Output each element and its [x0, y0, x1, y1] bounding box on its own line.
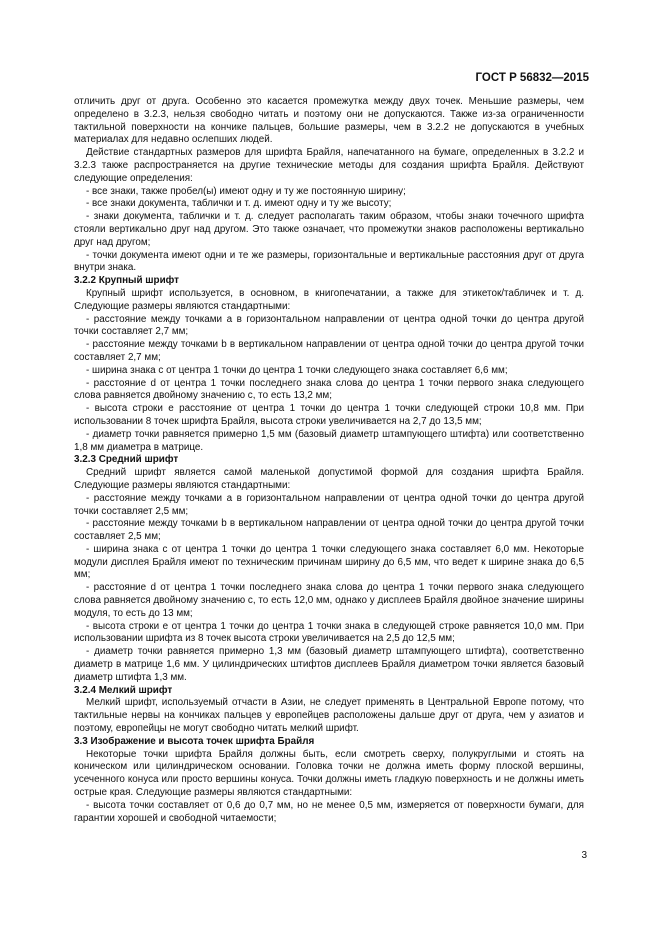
list-item: - ширина знака с от центра 1 точки до центра 1 точки следующего знака составляет 6,0 мм. Некоторые модули дисплея Брайля имеют по техническим причинам ширину до 6,5 мм, что ведет к ширине знака до 6,5 мм; [74, 543, 584, 581]
page-number: 3 [581, 850, 587, 861]
list-item: - диаметр точки равняется примерно 1,3 мм (базовый диаметр штампующего штифта), соответственно диаметр в матрице 1,6 мм. У цилиндрических штифтов дисплеев Брайля диаметром точки является базовый диаметр штифта 1,3 мм. [74, 646, 584, 683]
list-item: - ширина знака с от центра 1 точки до центра 1 точки следующего знака составляет 6,6 мм; [86, 364, 508, 376]
paragraph: Некоторые точки шрифта Брайля должны быть, если смотреть сверху, полукруглыми и стоять на коническом или цилиндрическом основании. Головка точки не должна иметь форму плоской вершины, усеченного конуса или просто вершины конуса. Точки должны иметь гладкую поверхность и не должны иметь острые края. Следующие размеры являются стандартными: [74, 748, 584, 799]
list-item: - точки документа имеют одни и те же размеры, горизонтальные и вертикальные расстояния друг от друга внутри знака. [74, 249, 584, 274]
paragraph: Мелкий шрифт, используемый отчасти в Азии, не следует применять в Центральной Европе потому, что тактильные нервы на кончиках пальцев у европейцев расположены дальше друг от друга, чем у азиатов и поэтому, европейцы не могут свободно читать мелкий шрифт. [74, 697, 584, 735]
paragraph: отличить друг от друга. Особенно это касается промежутка между двух точек. Меньшие размеры, чем определено в 3.2.3, нельзя свободно читать и поэтому они не допускаются. Также из-за ограниченности тактильной поверхности на кончике пальцев, большие размеры, чем в 3.2.2 не допускаются в учебных материалах для недавно ослепших людей. [74, 96, 584, 146]
section-heading: 3.2.4 Мелкий шрифт [74, 684, 173, 696]
list-item: - высота строки е от центра 1 точки до центра 1 точки знака в следующей строке равняется 10,0 мм. При использовании шрифта из 8 точек высота строки увеличивается на 2,5 до 12,5 мм; [74, 620, 584, 645]
list-item: - высота точки составляет от 0,6 до 0,7 мм, но не менее 0,5 мм, измеряется от поверхности бумаги, для гарантии хорошей и свободной читаемости; [74, 799, 584, 824]
section-heading: 3.2.3 Средний шрифт [74, 454, 179, 466]
paragraph: Средний шрифт является самой маленькой допустимой формой для создания шрифта Брайля. Следующие размеры являются стандартными: [74, 467, 584, 491]
list-item: - расстояние между точками а в горизонтальном направлении от центра одной точки до центра другой точки составляет 2,7 мм; [74, 313, 584, 338]
list-item: - расстояние d от центра 1 точки последнего знака слова до центра 1 точки первого знака следующего слова равняется двойному значению с, то есть 12,0 мм, однако у дисплеев Брайля двойное значение ширины модуля, то есть до 13 мм; [74, 582, 584, 619]
list-item: - расстояние между точками b в вертикальном направлении от центра одной точки до центра другой точки составляет 2,5 мм; [74, 518, 584, 543]
document-header: ГОСТ Р 56832—2015 [475, 72, 589, 84]
paragraph: Действие стандартных размеров для шрифта Брайля, напечатанного на бумаге, определенных в 3.2.2 и 3.2.3 также распространяется на другие технические методы для создания шрифта Брайля. Действуют следующие определения: [74, 147, 584, 184]
list-item: - все знаки документа, таблички и т. д. имеют одну и ту же высоту; [86, 198, 392, 210]
list-item: - расстояние между точками а в горизонтальном направлении от центра одной точки до центра другой точки составляет 2,5 мм; [74, 492, 584, 517]
list-item: - высота строки е расстояние от центра 1 точки до центра 1 точки следующей строки 10,8 мм. При использовании 8 точек шрифта Брайля, высота строки увеличивается на 2,7 до 13,5 мм; [74, 403, 584, 427]
list-item: - все знаки, также пробел(ы) имеют одну и ту же постоянную ширину; [86, 185, 406, 197]
section-heading: 3.2.2 Крупный шрифт [74, 275, 179, 287]
list-item: - расстояние d от центра 1 точки последнего знака слова до центра 1 точки первого знака следующего слова равняется двойному значению с, то есть 13,2 мм; [74, 377, 584, 402]
document-body [74, 96, 584, 825]
list-item: - расстояние между точками b в вертикальном направлении от центра одной точки до центра другой точки составляет 2,7 мм; [74, 339, 584, 363]
list-item: - диаметр точки равняется примерно 1,5 мм (базовый диаметр штампующего штифта) или соответственно 1,8 мм диаметра в матрице. [74, 428, 584, 453]
list-item: - знаки документа, таблички и т. д. следует располагать таким образом, чтобы знаки точечного шрифта стояли вертикально друг над другом. Это также означает, что промежутки знаков расположены вертикально друг над другом; [74, 211, 584, 248]
paragraph: Крупный шрифт используется, в основном, в книгопечатании, а также для этикеток/табличек и т. д. Следующие размеры являются стандартными: [74, 287, 584, 312]
section-heading: 3.3 Изображение и высота точек шрифта Брайля [74, 735, 315, 747]
